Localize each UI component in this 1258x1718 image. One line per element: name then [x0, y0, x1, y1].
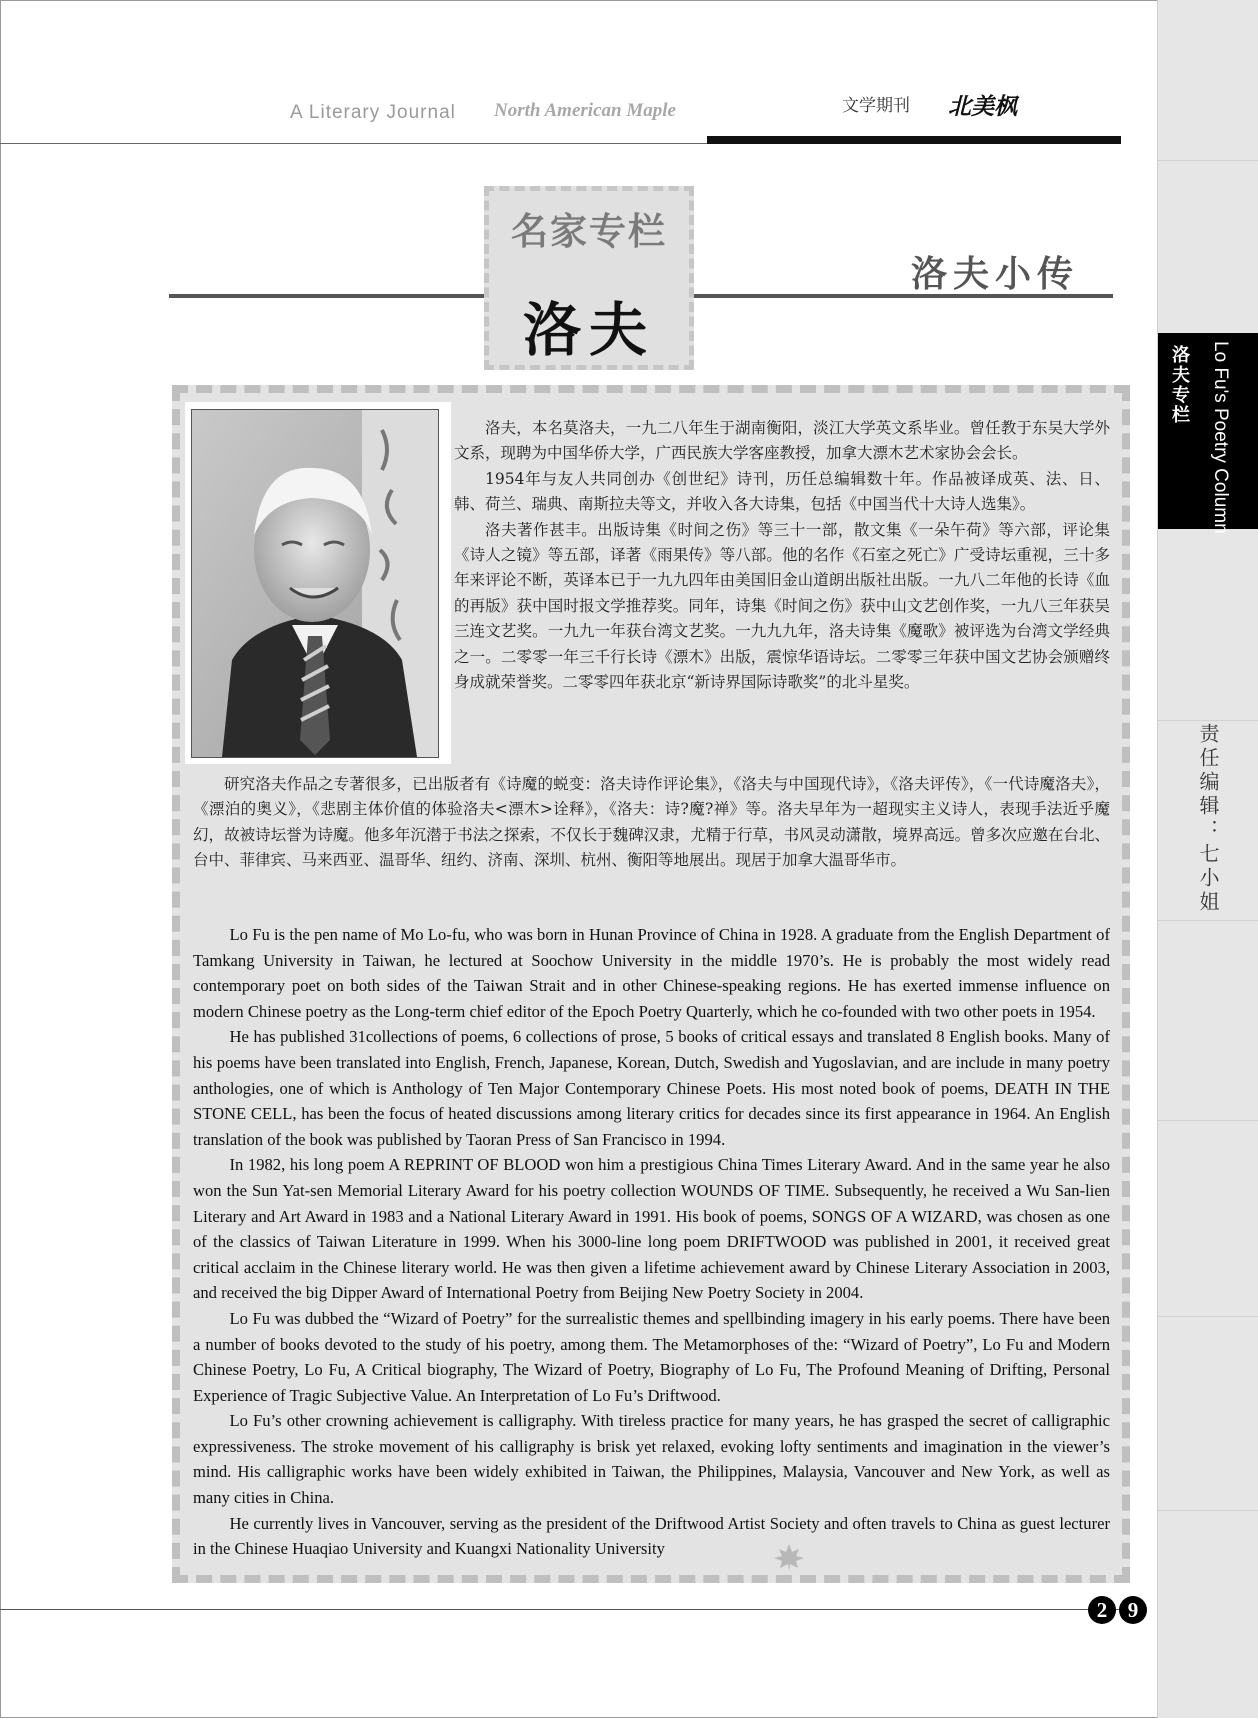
header-rule-thick — [707, 136, 1121, 144]
english-paragraph: Lo Fu’s other crowning achievement is calligraphy. With tireless practice for many years, he has grasped the secret of calligraphic expressiveness. The stroke movement of his calligraphy is brisk yet relaxed, evoking lofty sentiments and imagination in the viewer’s mind. His calligraphic works have been widely exhibited in Taiwan, the Philippines, Malaysia, Vancouver and New York, as well as many cities in China. — [193, 1411, 1110, 1508]
article-title: 洛夫小传 — [911, 253, 1080, 295]
header-rule — [0, 143, 707, 144]
chinese-paragraph: 1954年与友人共同创办《创世纪》诗刊，历任总编辑数十年。作品被译成英、法、日、韩、荷兰、瑞典、南斯拉夫等文，并收入各大诗集，包括《中国当代十大诗人选集》。 — [454, 469, 1110, 514]
chinese-paragraph-full: 研究洛夫作品之专著很多，已出版者有《诗魔的蜕变：洛夫诗作评论集》，《洛夫与中国现代诗》，《洛夫评传》，《一代诗魔洛夫》，《漂泊的奥义》，《悲剧主体价值的体验洛夫<漂木>诠释》，《洛夫：诗?魔?禅》等。洛夫早年为一超现实主义诗人，表现手法近乎魔幻，故被诗坛誉为诗魔。他多年沉潜于书法之探索，不仅长于魏碑汉隶，尤精于行草，书风灵动潇散，境界高远。曾多次应邀在台北、台中、菲律宾、马来西亚、温哥华、纽约、济南、深圳、杭州、衡阳等地展出。现居于加拿大温哥华市。 — [193, 775, 1110, 870]
chinese-paragraph: 洛夫，本名莫洛夫，一九二八年生于湖南衡阳，淡江大学英文系毕业。曾任教于东吴大学外文系，现聘为中国华侨大学，广西民族大学客座教授，加拿大漂木艺术家协会会长。 — [454, 419, 1110, 463]
rail-divider — [1158, 1510, 1258, 1511]
chinese-paragraph: 洛夫著作甚丰。出版诗集《时间之伤》等三十一部，散文集《一朵午荷》等六部，评论集《诗人之镜》等五部，译著《雨果传》等八部。他的名作《石室之死亡》广受诗坛重视，三十多年来评论不断，英译本已于一九九四年由美国旧金山道朗出版社出版。一九八二年他的长诗《血的再版》获中国时报文学推荐奖。同年，诗集《时间之伤》获中山文艺创作奖，一九八三年获吴三连文艺奖。一九九一年获台湾文艺奖。一九九九年，洛夫诗集《魔歌》被评选为台湾文学经典之一。二零零一年三千行长诗《漂木》出版，震惊华语诗坛。二零零三年获中国文艺协会颁赠终身成就荣誉奖。二零零四年获北京“新诗界国际诗歌奖”的北斗星奖。 — [454, 520, 1110, 692]
rail-divider — [1158, 1120, 1258, 1121]
column-author-name: 洛夫 — [522, 296, 655, 364]
maple-leaf-icon — [772, 1542, 806, 1576]
author-photo-frame — [185, 402, 451, 764]
section-tab-en: Lo Fu's Poetry Column — [1210, 341, 1231, 534]
chinese-bio-top — [454, 416, 1110, 695]
english-paragraph: In 1982, his long poem A REPRINT OF BLOOD won him a prestigious China Times Literary Award. And in the same year he also won the Sun Yat-sen Memorial Literary Award for his poetry collection WOUNDS OF TIME. Subsequently, he received a Wu San-lien Literary and Art Award in 1983 and a National Literary Award in 1991. His book of poems, SONGS OF A WIZARD, was chosen as one of the classics of Taiwan Literature in 1999. When his 3000-line long poem DRIFTWOOD was published in 2001, it received great critical acclaim in the Chinese literary world. He was then given a lifetime achievement award by Chinese Literary Association in 2003, and received the big Dipper Award of International Poetry from Beijing New Poetry Society in 2004. — [193, 1155, 1110, 1303]
journal-title-en: A Literary Journal — [290, 102, 456, 123]
column-label: 名家专栏 — [511, 210, 667, 253]
rail-divider — [1158, 160, 1258, 161]
english-paragraph: He has published 31collections of poems, 6 collections of prose, 5 books of critical essays and translated 8 English books. Many of his poems have been translated into English, French, Japanese, Korean, Dutch, Swedish and Yugoslavian, and are include in many poetry anthologies, one of which is Anthology of Ten Major Contemporary Chinese Poets. His most noted book of poems, DEATH IN THE STONE CELL, has been the focus of heated discussions among literary critics for decades since its first appearance in 1964. An English translation of the book was published by Taoran Press of San Francisco in 1994. — [193, 1027, 1110, 1149]
english-paragraph: Lo Fu is the pen name of Mo Lo-fu, who was born in Hunan Province of China in 1928. A graduate from the English Department of Tamkang University in Taiwan, he lectured at Soochow University in the middle 1970’s. He is probably the most widely read contemporary poet on both sides of the Taiwan Strait and in other Chinese-speaking regions. He has exerted immense influence on modern Chinese poetry as the Long-term chief editor of the Epoch Poetry Quarterly, which he co-founded with two other poets in 1954. — [193, 925, 1110, 1021]
page-number-digit: 2 — [1088, 1596, 1116, 1624]
journal-title-cn: 文学期刊 — [842, 96, 910, 116]
editor-credit: 责任编辑：七小姐 — [1196, 723, 1220, 915]
rail-divider — [1158, 920, 1258, 921]
side-rail — [1157, 0, 1258, 1718]
page-number-digit: 9 — [1119, 1596, 1147, 1624]
column-badge — [484, 186, 694, 370]
section-tab-cn: 洛夫专栏 — [1169, 345, 1190, 425]
english-paragraph: He currently lives in Vancouver, serving as the president of the Driftwood Artist Society and often travels to China as guest lecturer in the Chinese Huaqiao University and Kuangxi Nationality University — [193, 1513, 1110, 1559]
english-bio — [193, 922, 1110, 1562]
author-photo — [191, 409, 439, 758]
journal-title-en-script: North American Maple — [494, 100, 676, 121]
footer-rule — [0, 1609, 1124, 1610]
section-tab — [1158, 333, 1258, 534]
journal-brand: 北美枫 — [948, 93, 1017, 120]
rail-divider — [1158, 720, 1258, 721]
rail-divider — [1158, 1316, 1258, 1317]
english-paragraph: Lo Fu was dubbed the “Wizard of Poetry” for the surrealistic themes and spellbinding imagery in his early poems. There have been a number of books devoted to the study of his poetry, among them. The Metamorphoses of the: “Wizard of Poetry”, Lo Fu and Modern Chinese Poetry, Lo Fu, A Critical biography, The Wizard of Poetry, Biography of Lo Fu, The Profound Meaning of Drifting, Personal Experience of Tragic Subjective Value. An Interpretation of Lo Fu’s Driftwood. — [193, 1308, 1110, 1405]
